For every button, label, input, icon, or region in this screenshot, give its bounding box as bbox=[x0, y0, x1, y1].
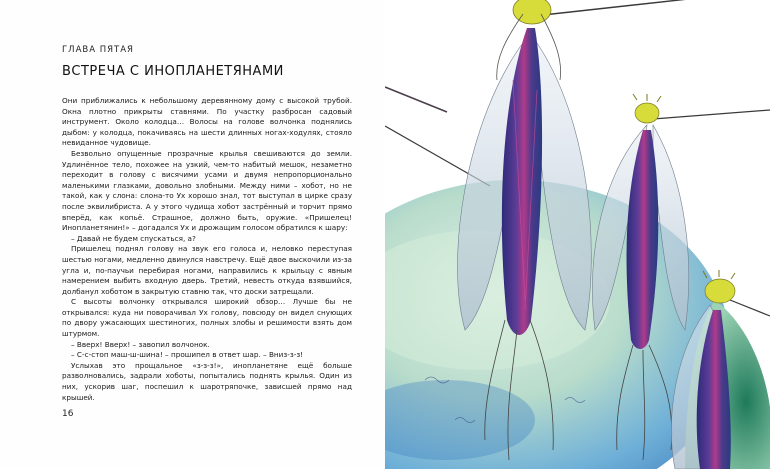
paragraph: – Вверх! Вверх! – завопил волчонок. bbox=[71, 339, 210, 349]
chapter-label: ГЛАВА ПЯТАЯ bbox=[62, 45, 134, 55]
paragraph: Они приближались к небольшому деревянному дому с высокой трубой. Окна плотно прикрыты ставнями. По участку разбросан садовый инструмент. Около колодца… Волосы на голове волчонка поднялись дыбом: у колодца, покачиваясь на шести длинных ногах-ходулях, стояло невиданное чудовище. bbox=[62, 96, 352, 148]
paragraph: С высоты волчонку открывался широкий обзор… Лучше бы не открывался: куда ни поворачивал Ух голову, повсюду он видел снующих по двору ужасающих шестиногих, полных злобы и решимости взять дом штурмом. bbox=[62, 297, 352, 339]
alien-illustration bbox=[385, 0, 770, 469]
page-number: 16 bbox=[62, 409, 74, 419]
paragraph: Услыхав это прощальное «з-з-з!», инопланетяне ещё больше разволновались, задрали хоботы, попытались поднять крылья. Один из них, ускорив шаг, поспешил к шаротряпочке, зависшей прямо над крышей. bbox=[62, 360, 352, 402]
right-page-illustration bbox=[385, 0, 770, 469]
paragraph: – С-с-стоп маш-ш-шина! – прошипел в ответ шар. – Вниз-з-з! bbox=[71, 350, 304, 360]
chapter-body-text bbox=[62, 96, 352, 403]
paragraph: Безвольно опущенные прозрачные крылья свешиваются до земли. Удлинённое тело, похожее на узкий, чем-то набитый мешок, незаметно переходит в голову с висячими усами и двумя непропорционально маленькими глазками, довольно злобными. Между ними – хобот, но не такой, как у слона: слона-то Ух хорошо знал, тот выступал в цирке сразу после эквилибриста. А у этого чудища хобот застрённый и торчит прямо вперёд, как копьё. Страшное, должно быть, оружие. «Пришелец! Инопланетянин!» – догадался Ух и дрожащим голосом обратился к шару: bbox=[62, 148, 352, 233]
paragraph: – Давай не будем спускаться, а? bbox=[71, 233, 196, 243]
chapter-title: ВСТРЕЧА С ИНОПЛАНЕТЯНАМИ bbox=[62, 64, 284, 79]
paragraph: Пришелец поднял голову на звук его голоса и, неловко переступая шестью ногами, медленно двинулся навстречу. Ещё двое выскочили из-за угла и, по-паучьи перебирая ногами, направились к крыльцу с явным намерением выбить входную дверь. Третий, невесть откуда взявшийся, долбанул хоботом в закрытую ставню так, что доски затрещали. bbox=[62, 244, 352, 296]
